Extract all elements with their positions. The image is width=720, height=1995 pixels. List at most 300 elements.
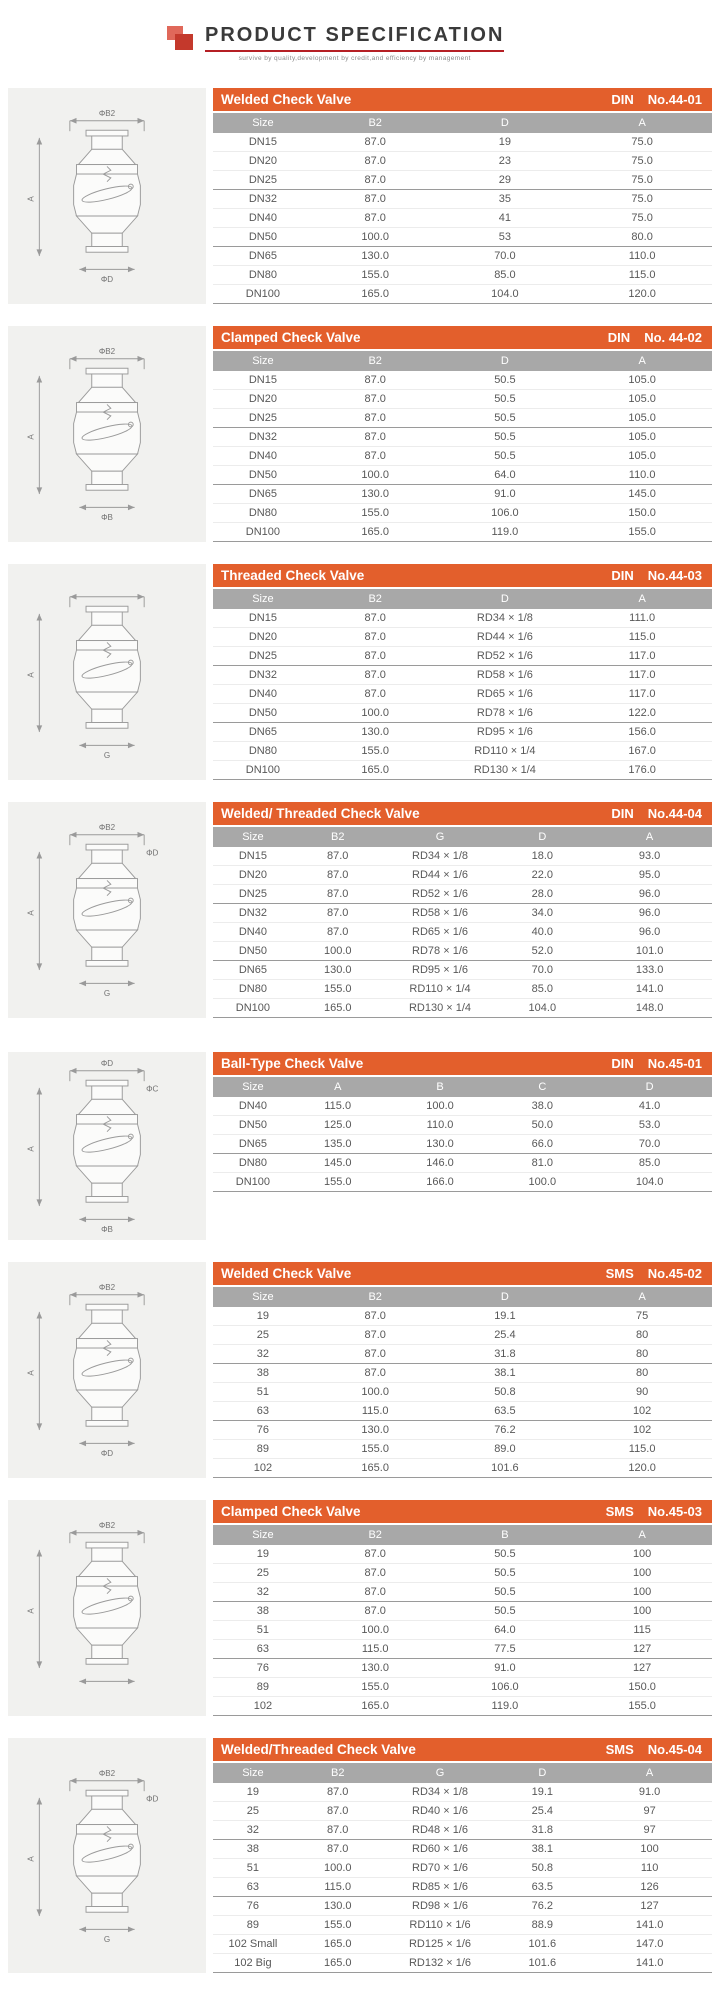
section-header: [213, 88, 712, 111]
value-cell: RD34 × 1/8: [412, 850, 468, 862]
size-cell: 32: [246, 1824, 260, 1836]
value-cell: 104.0: [528, 1002, 557, 1014]
section-standard-ref: [608, 330, 702, 345]
size-cell: 25: [256, 1567, 270, 1579]
value-cell: 85.0: [638, 1157, 661, 1169]
dim-label-top2: ΦD: [146, 1794, 159, 1804]
section-number: No.44-03: [647, 568, 702, 583]
value-cell: 87.0: [364, 612, 386, 624]
value-cell: 80: [636, 1329, 649, 1341]
size-cell: 19: [256, 1310, 270, 1322]
spec-table: [213, 326, 712, 542]
dim-label-top: ΦB2: [98, 1768, 116, 1778]
value-cell: 87.0: [327, 1805, 349, 1817]
value-cell: RD98 × 1/6: [412, 1900, 468, 1912]
size-cell: DN32: [248, 431, 277, 443]
size-cell: DN20: [238, 869, 267, 881]
value-cell: 133.0: [635, 964, 664, 976]
size-cell: DN65: [248, 726, 277, 738]
section-header: [213, 564, 712, 587]
value-cell: 31.8: [531, 1824, 554, 1836]
value-cell: 87.0: [364, 374, 386, 386]
section-standard-ref: [606, 1504, 702, 1519]
size-cell: DN50: [238, 1119, 267, 1131]
value-cell: 34.0: [531, 907, 554, 919]
table-row: [213, 1916, 712, 1935]
value-cell: RD65 × 1/6: [412, 926, 468, 938]
value-cell: RD58 × 1/6: [412, 907, 468, 919]
table-row: [213, 1135, 712, 1154]
section-standard-ref: [611, 1056, 702, 1071]
section-title: Welded Check Valve: [221, 92, 352, 107]
size-cell: 51: [256, 1386, 270, 1398]
value-cell: 50.5: [494, 393, 516, 405]
spec-table: [213, 802, 712, 1018]
value-cell: 85.0: [494, 269, 516, 281]
value-cell: 85.0: [531, 983, 554, 995]
value-cell: 115.0: [628, 269, 656, 281]
value-cell: 22.0: [531, 869, 554, 881]
value-cell: RD78 × 1/6: [476, 707, 533, 719]
value-cell: 87.0: [327, 869, 349, 881]
valve-technical-drawing: [26, 819, 188, 1001]
value-cell: 165.0: [323, 1957, 352, 1969]
value-cell: 102: [632, 1405, 652, 1417]
table-row: [213, 1859, 712, 1878]
table-row: [213, 704, 712, 723]
value-cell: 87.0: [364, 1567, 386, 1579]
value-cell: 100.0: [361, 1386, 389, 1398]
dim-label-left: A: [26, 910, 36, 916]
value-cell: 38.0: [531, 1100, 554, 1112]
value-cell: 87.0: [364, 1586, 386, 1598]
table-row: [213, 390, 712, 409]
value-cell: 167.0: [628, 745, 656, 757]
section-standard: DIN: [611, 92, 634, 107]
value-cell: 50.8: [531, 1862, 554, 1874]
value-cell: 70.0: [531, 964, 554, 976]
valve-technical-drawing: [26, 1055, 188, 1237]
section-number: No.44-01: [647, 92, 702, 107]
table-row: [213, 133, 712, 152]
table-rows: [213, 133, 712, 304]
table-row: [213, 999, 712, 1018]
value-cell: 53: [498, 231, 512, 243]
value-cell: 101.0: [635, 945, 664, 957]
column-header-a: A: [645, 831, 654, 843]
value-cell: 87.0: [364, 1367, 386, 1379]
value-cell: 117.0: [628, 688, 656, 700]
spec-table: [213, 564, 712, 780]
value-cell: 141.0: [635, 1957, 664, 1969]
value-cell: 130.0: [361, 726, 389, 738]
table-row: [213, 1097, 712, 1116]
table-row: [213, 942, 712, 961]
dim-label-left: A: [26, 1370, 36, 1376]
column-header-size: Size: [252, 1291, 274, 1303]
value-cell: 52.0: [531, 945, 554, 957]
size-cell: 63: [256, 1643, 270, 1655]
value-cell: 75.0: [631, 212, 653, 224]
table-row: [213, 428, 712, 447]
size-cell: 63: [256, 1405, 270, 1417]
size-cell: 102 Big: [234, 1957, 272, 1969]
value-cell: 75.0: [631, 174, 653, 186]
value-cell: 25.4: [531, 1805, 554, 1817]
value-cell: 119.0: [491, 526, 519, 538]
size-cell: DN40: [248, 450, 277, 462]
table-row: [213, 190, 712, 209]
value-cell: 64.0: [494, 1624, 516, 1636]
value-cell: 38.1: [494, 1367, 516, 1379]
section-standard: DIN: [611, 806, 634, 821]
column-header-b2: B2: [368, 117, 382, 129]
section-number: No.45-03: [647, 1504, 702, 1519]
valve-drawing-panel: [8, 326, 206, 542]
size-cell: DN20: [248, 631, 277, 643]
value-cell: 100.0: [361, 469, 389, 481]
value-cell: 87.0: [364, 1310, 386, 1322]
value-cell: 50.5: [494, 1548, 516, 1560]
column-header-a: A: [638, 593, 646, 605]
table-row: [213, 504, 712, 523]
value-cell: 155.0: [361, 269, 389, 281]
column-header-size: Size: [242, 1081, 264, 1093]
value-cell: 87.0: [327, 850, 349, 862]
value-cell: 91.0: [638, 1786, 661, 1798]
size-cell: DN80: [248, 269, 277, 281]
column-header-size: Size: [242, 1767, 264, 1779]
table-rows: [213, 1783, 712, 1973]
table-row: [213, 761, 712, 780]
column-header-a: A: [334, 1081, 342, 1093]
size-cell: 19: [246, 1786, 260, 1798]
value-cell: 165.0: [361, 288, 389, 300]
column-header-b: B: [501, 1529, 509, 1541]
section-standard: SMS: [605, 1266, 634, 1281]
table-row: [213, 228, 712, 247]
value-cell: 155.0: [361, 507, 389, 519]
value-cell: RD125 × 1/6: [408, 1938, 472, 1950]
table-row: [213, 1421, 712, 1440]
section-standard-ref: [606, 1266, 702, 1281]
value-cell: 87.0: [327, 1824, 349, 1836]
table-row: [213, 247, 712, 266]
table-column-header: [213, 589, 712, 609]
spec-section: [8, 802, 712, 1018]
brand-tagline: survive by quality,development by credit,and efficiency by management: [238, 55, 471, 62]
value-cell: 104.0: [635, 1176, 664, 1188]
table-column-header: [213, 351, 712, 371]
section-title: Welded/ Threaded Check Valve: [221, 806, 420, 821]
value-cell: 155.0: [361, 1681, 389, 1693]
value-cell: 23: [498, 155, 512, 167]
value-cell: 76.2: [494, 1424, 516, 1436]
table-column-header: [213, 1525, 712, 1545]
table-rows: [213, 1545, 712, 1716]
section-number: No.45-01: [647, 1056, 702, 1071]
value-cell: 41.0: [638, 1100, 661, 1112]
value-cell: RD130 × 1/4: [473, 764, 536, 776]
valve-drawing-panel: [8, 1500, 206, 1716]
section-standard-ref: [611, 806, 702, 821]
value-cell: 91.0: [494, 1662, 516, 1674]
value-cell: RD95 × 1/6: [412, 964, 468, 976]
value-cell: 130.0: [361, 250, 389, 262]
dim-label-bottom: ΦD: [100, 1448, 114, 1458]
size-cell: DN20: [248, 393, 277, 405]
value-cell: 101.6: [528, 1957, 557, 1969]
section-standard: SMS: [605, 1742, 634, 1757]
table-row: [213, 1697, 712, 1716]
column-header-g: G: [435, 1767, 445, 1779]
value-cell: 100.0: [323, 1862, 352, 1874]
value-cell: 75: [636, 1310, 649, 1322]
value-cell: 165.0: [361, 1462, 389, 1474]
column-header-size: Size: [252, 1529, 274, 1541]
table-row: [213, 285, 712, 304]
valve-drawing-panel: [8, 564, 206, 780]
value-cell: 141.0: [635, 1919, 664, 1931]
value-cell: 50.5: [494, 450, 516, 462]
table-row: [213, 628, 712, 647]
dim-label-left: A: [26, 434, 36, 440]
section-standard: DIN: [607, 330, 631, 345]
value-cell: 110: [640, 1862, 659, 1874]
value-cell: RD110 × 1/6: [409, 1919, 471, 1931]
section-header: [213, 1738, 712, 1761]
value-cell: 100: [632, 1605, 652, 1617]
value-cell: 125.0: [323, 1119, 352, 1131]
column-header-d: D: [500, 593, 509, 605]
valve-technical-drawing: [26, 1765, 188, 1947]
size-cell: DN100: [245, 526, 281, 538]
value-cell: 50.5: [494, 431, 516, 443]
value-cell: 80: [636, 1348, 649, 1360]
dim-label-top: ΦB2: [98, 1282, 116, 1292]
size-cell: 63: [246, 1881, 260, 1893]
table-row: [213, 1878, 712, 1897]
value-cell: 87.0: [364, 136, 386, 148]
table-row: [213, 1545, 712, 1564]
table-row: [213, 961, 712, 980]
table-row: [213, 1154, 712, 1173]
table-column-header: [213, 1287, 712, 1307]
value-cell: 40.0: [531, 926, 554, 938]
value-cell: 127: [640, 1900, 659, 1912]
value-cell: 63.5: [494, 1405, 516, 1417]
value-cell: 155.0: [323, 983, 352, 995]
value-cell: 87.0: [364, 212, 386, 224]
dim-label-bottom: G: [103, 750, 111, 760]
value-cell: RD40 × 1/6: [412, 1805, 468, 1817]
value-cell: 96.0: [638, 926, 661, 938]
value-cell: 105.0: [628, 374, 656, 386]
value-cell: 75.0: [631, 193, 653, 205]
section-title: Clamped Check Valve: [221, 330, 361, 345]
section-title: Welded Check Valve: [221, 1266, 352, 1281]
value-cell: 150.0: [628, 1681, 656, 1693]
size-cell: 76: [256, 1662, 270, 1674]
value-cell: 120.0: [628, 1462, 656, 1474]
valve-technical-drawing: [26, 105, 188, 287]
value-cell: 87.0: [364, 1329, 386, 1341]
table-row: [213, 1954, 712, 1973]
value-cell: 87.0: [364, 412, 386, 424]
value-cell: 80.0: [631, 231, 653, 243]
valve-drawing-panel: [8, 1262, 206, 1478]
value-cell: 130.0: [361, 1662, 389, 1674]
value-cell: 89.0: [494, 1443, 516, 1455]
section-title: Ball-Type Check Valve: [221, 1056, 364, 1071]
value-cell: 87.0: [327, 1786, 349, 1798]
section-number: No. 44-02: [644, 330, 702, 345]
value-cell: 110.0: [628, 250, 656, 262]
value-cell: RD48 × 1/6: [412, 1824, 468, 1836]
dim-label-left: A: [26, 1608, 36, 1614]
value-cell: 155.0: [628, 1700, 656, 1712]
table-row: [213, 1383, 712, 1402]
value-cell: 155.0: [361, 1443, 389, 1455]
size-cell: 38: [256, 1367, 270, 1379]
value-cell: RD95 × 1/6: [476, 726, 533, 738]
table-row: [213, 409, 712, 428]
value-cell: 122.0: [628, 707, 656, 719]
column-header-d: D: [645, 1081, 654, 1093]
size-cell: 102: [253, 1462, 273, 1474]
column-header-size: Size: [242, 831, 264, 843]
size-cell: DN40: [248, 688, 277, 700]
dim-label-bottom: ΦB: [101, 1224, 113, 1234]
column-header-a: A: [638, 1291, 646, 1303]
valve-drawing-panel: [8, 88, 206, 304]
size-cell: 76: [246, 1900, 260, 1912]
size-cell: DN100: [235, 1176, 271, 1188]
size-cell: DN80: [248, 507, 277, 519]
value-cell: 115.0: [324, 1100, 352, 1112]
column-header-b2: B2: [368, 593, 382, 605]
table-row: [213, 1935, 712, 1954]
value-cell: 50.5: [494, 1586, 516, 1598]
value-cell: 38.1: [531, 1843, 554, 1855]
size-cell: DN25: [248, 412, 277, 424]
section-header: [213, 802, 712, 825]
value-cell: 146.0: [426, 1157, 454, 1169]
value-cell: 100.0: [528, 1176, 557, 1188]
size-cell: DN20: [248, 155, 277, 167]
value-cell: 100.0: [361, 707, 389, 719]
section-standard: DIN: [611, 568, 634, 583]
table-row: [213, 904, 712, 923]
value-cell: 70.0: [494, 250, 516, 262]
value-cell: 87.0: [364, 1348, 386, 1360]
value-cell: 106.0: [491, 507, 519, 519]
column-header-b2: B2: [368, 355, 382, 367]
value-cell: 87.0: [327, 888, 349, 900]
value-cell: 105.0: [628, 450, 656, 462]
dim-label-top: ΦB2: [98, 108, 116, 118]
value-cell: 100.0: [426, 1100, 454, 1112]
value-cell: 87.0: [364, 631, 386, 643]
spec-section: [8, 1052, 712, 1240]
table-row: [213, 1640, 712, 1659]
value-cell: 91.0: [494, 488, 516, 500]
column-header-b2: B2: [331, 1767, 345, 1779]
dim-label-top: ΦD: [100, 1058, 114, 1068]
value-cell: 50.5: [494, 412, 516, 424]
table-row: [213, 1402, 712, 1421]
table-row: [213, 1840, 712, 1859]
size-cell: DN40: [238, 1100, 267, 1112]
dim-label-left: A: [26, 1855, 36, 1862]
value-cell: 63.5: [531, 1881, 554, 1893]
table-row: [213, 1345, 712, 1364]
size-cell: DN15: [238, 850, 267, 862]
value-cell: 87.0: [364, 431, 386, 443]
section-standard: DIN: [611, 1056, 634, 1071]
value-cell: 25.4: [494, 1329, 516, 1341]
value-cell: 101.6: [491, 1462, 519, 1474]
table-row: [213, 1364, 712, 1383]
table-row: [213, 1116, 712, 1135]
value-cell: 80: [636, 1367, 649, 1379]
value-cell: 102: [632, 1424, 652, 1436]
table-row: [213, 466, 712, 485]
value-cell: 81.0: [531, 1157, 554, 1169]
value-cell: 165.0: [323, 1938, 352, 1950]
value-cell: 130.0: [426, 1138, 454, 1150]
section-standard-ref: [611, 568, 702, 583]
value-cell: 156.0: [628, 726, 656, 738]
value-cell: 155.0: [628, 526, 656, 538]
value-cell: RD52 × 1/6: [412, 888, 468, 900]
table-row: [213, 609, 712, 628]
table-column-header: [213, 113, 712, 133]
valve-drawing-panel: [8, 802, 206, 1018]
section-standard: SMS: [605, 1504, 634, 1519]
section-title: Threaded Check Valve: [221, 568, 365, 583]
section-title: Clamped Check Valve: [221, 1504, 361, 1519]
value-cell: 166.0: [426, 1176, 454, 1188]
valve-technical-drawing: [26, 1279, 188, 1461]
value-cell: 176.0: [628, 764, 656, 776]
value-cell: 100: [640, 1843, 659, 1855]
value-cell: RD110 × 1/4: [409, 983, 471, 995]
spec-table: [213, 1500, 712, 1716]
column-header-d: D: [500, 117, 509, 129]
value-cell: 155.0: [323, 1176, 352, 1188]
value-cell: 64.0: [494, 469, 516, 481]
column-header-d: D: [500, 355, 509, 367]
logo-front-square: [175, 34, 193, 50]
table-row: [213, 1897, 712, 1916]
value-cell: 165.0: [361, 1700, 389, 1712]
section-header: [213, 1262, 712, 1285]
column-header-b: B: [436, 1081, 444, 1093]
dim-label-left: A: [26, 672, 36, 678]
section-number: No.45-02: [647, 1266, 702, 1281]
title-underline: [205, 50, 504, 52]
value-cell: 97: [643, 1824, 656, 1836]
value-cell: 135.0: [323, 1138, 352, 1150]
size-cell: 19: [256, 1548, 270, 1560]
value-cell: RD78 × 1/6: [412, 945, 468, 957]
value-cell: 18.0: [531, 850, 554, 862]
value-cell: 104.0: [491, 288, 519, 300]
value-cell: 105.0: [628, 431, 656, 443]
column-header-b2: B2: [331, 831, 345, 843]
value-cell: 115.0: [628, 631, 656, 643]
